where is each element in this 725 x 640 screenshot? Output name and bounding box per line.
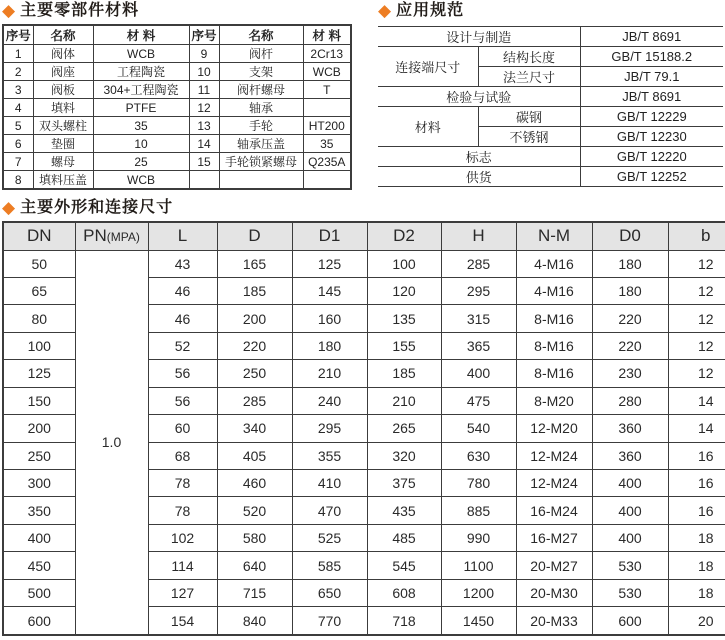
dims-column-header: D	[217, 222, 292, 250]
parts-table-cell: 2Cr13	[303, 45, 351, 63]
parts-table-row	[3, 135, 351, 153]
specs-table-row	[378, 107, 723, 127]
parts-materials-table	[2, 24, 352, 190]
dims-table-cell: 16-M27	[516, 524, 592, 551]
specs-table-cell: 不锈钢	[478, 127, 580, 147]
dims-dn-cell: 125	[3, 360, 75, 387]
parts-column-header: 序号	[189, 25, 219, 45]
dims-table-cell: 154	[148, 607, 217, 635]
specs-table-cell: 结构长度	[478, 47, 580, 67]
dims-table-cell: 585	[292, 552, 367, 579]
dims-table-cell: 540	[441, 415, 516, 442]
dimensions-table	[2, 221, 725, 636]
dims-pn-merged-cell: 1.0	[75, 250, 148, 635]
dims-table-cell: 20-M27	[516, 552, 592, 579]
dims-table-cell: 4-M16	[516, 250, 592, 277]
dims-table-cell: 770	[292, 607, 367, 635]
dims-table-cell: 530	[592, 579, 668, 606]
parts-table-cell: 填料	[33, 99, 93, 117]
dims-table-cell: 20	[668, 607, 725, 635]
dims-table-head	[3, 222, 725, 250]
dims-table-cell: 16	[668, 442, 725, 469]
dims-table-cell: 12-M20	[516, 415, 592, 442]
dims-table-cell: 650	[292, 579, 367, 606]
dims-table-cell: 18	[668, 579, 725, 606]
parts-table-cell: T	[303, 81, 351, 99]
parts-table-cell: 35	[303, 135, 351, 153]
dims-table-cell: 127	[148, 579, 217, 606]
dims-table-cell: 630	[441, 442, 516, 469]
dims-table-cell: 715	[217, 579, 292, 606]
dims-table-cell: 355	[292, 442, 367, 469]
diamond-icon: ◆	[378, 1, 393, 20]
parts-table-head	[3, 25, 351, 45]
specs-table-cell: 材料	[378, 107, 478, 147]
parts-table-cell: 螺母	[33, 153, 93, 171]
dims-table-cell: 435	[367, 497, 441, 524]
dims-table-cell: 8-M16	[516, 332, 592, 359]
parts-table-cell: 1	[3, 45, 33, 63]
dims-header-row	[3, 222, 725, 250]
dims-table-cell: 145	[292, 277, 367, 304]
dims-table-cell: 475	[441, 387, 516, 414]
dims-table-cell: 285	[441, 250, 516, 277]
parts-table-cell: Q235A	[303, 153, 351, 171]
parts-table-cell	[219, 171, 303, 190]
parts-table-row	[3, 117, 351, 135]
dims-table-cell: 16	[668, 470, 725, 497]
dims-table-cell: 185	[367, 360, 441, 387]
specs-table-cell: 法兰尺寸	[478, 67, 580, 87]
dims-dn-cell: 200	[3, 415, 75, 442]
dims-table-cell: 400	[592, 470, 668, 497]
dims-table-cell: 608	[367, 579, 441, 606]
dims-table-cell: 250	[217, 360, 292, 387]
parts-table-body	[3, 45, 351, 190]
application-specs-table	[378, 26, 723, 187]
specs-table-cell: 检验与试验	[378, 87, 580, 107]
dims-column-header: PN(MPA)	[75, 222, 148, 250]
parts-table-cell: 11	[189, 81, 219, 99]
dims-table-cell: 100	[367, 250, 441, 277]
dims-table-cell: 365	[441, 332, 516, 359]
parts-table-cell: HT200	[303, 117, 351, 135]
specs-table-row	[378, 47, 723, 67]
parts-table-cell: 7	[3, 153, 33, 171]
dims-table-cell: 78	[148, 470, 217, 497]
parts-table-cell: 35	[93, 117, 189, 135]
dims-table-cell: 102	[148, 524, 217, 551]
dims-table-cell: 18	[668, 524, 725, 551]
parts-table-cell: WCB	[93, 45, 189, 63]
dims-table-cell: 485	[367, 524, 441, 551]
dims-table-cell: 210	[367, 387, 441, 414]
dims-dn-cell: 400	[3, 524, 75, 551]
dims-table-cell: 16-M24	[516, 497, 592, 524]
dims-table-cell: 180	[592, 250, 668, 277]
diamond-icon: ◆	[2, 1, 17, 20]
specs-table-row	[378, 147, 723, 167]
specs-table-cell: 碳钢	[478, 107, 580, 127]
parts-header-row	[3, 25, 351, 45]
dims-table-cell: 52	[148, 332, 217, 359]
dims-table-cell: 8-M16	[516, 360, 592, 387]
parts-table-cell: WCB	[303, 63, 351, 81]
dims-table-cell: 12	[668, 277, 725, 304]
dims-title-text: 主要外形和连接尺寸	[20, 198, 174, 216]
parts-table-cell: 轴承压盖	[219, 135, 303, 153]
parts-table-row	[3, 153, 351, 171]
dims-table-cell: 580	[217, 524, 292, 551]
dims-table-cell: 180	[592, 277, 668, 304]
parts-table-cell: 双头螺柱	[33, 117, 93, 135]
specs-table-body	[378, 27, 723, 187]
dims-table-cell: 1100	[441, 552, 516, 579]
dims-table-cell: 185	[217, 277, 292, 304]
parts-table-cell: 9	[189, 45, 219, 63]
specs-table-cell: GB/T 12229	[580, 107, 723, 127]
parts-table-cell: 15	[189, 153, 219, 171]
parts-table-cell: 支架	[219, 63, 303, 81]
parts-table-cell: 阀板	[33, 81, 93, 99]
specs-table-cell: GB/T 15188.2	[580, 47, 723, 67]
parts-table-cell: 4	[3, 99, 33, 117]
dimensions-section	[2, 199, 723, 636]
specs-table-cell: GB/T 12220	[580, 147, 723, 167]
dims-table-cell: 295	[441, 277, 516, 304]
parts-table-cell: 阀座	[33, 63, 93, 81]
parts-table-cell: 阀体	[33, 45, 93, 63]
dims-table-cell: 12	[668, 360, 725, 387]
dims-table-cell: 14	[668, 415, 725, 442]
dims-table-cell: 12	[668, 332, 725, 359]
dims-table-cell: 470	[292, 497, 367, 524]
dims-table-cell: 200	[217, 305, 292, 332]
dims-table-cell: 165	[217, 250, 292, 277]
parts-table-cell: 13	[189, 117, 219, 135]
dims-table-cell: 375	[367, 470, 441, 497]
dims-table-cell: 68	[148, 442, 217, 469]
dims-table-row	[3, 250, 725, 277]
parts-table-row	[3, 63, 351, 81]
dims-table-cell: 460	[217, 470, 292, 497]
parts-table-row	[3, 81, 351, 99]
parts-table-row	[3, 171, 351, 190]
dims-table-cell: 18	[668, 552, 725, 579]
dims-table-cell: 220	[592, 305, 668, 332]
dims-column-header: D1	[292, 222, 367, 250]
parts-table-cell	[303, 171, 351, 190]
dims-table-cell: 545	[367, 552, 441, 579]
dims-dn-cell: 500	[3, 579, 75, 606]
specs-section-title	[378, 2, 723, 19]
dims-table-cell: 530	[592, 552, 668, 579]
dims-dn-cell: 450	[3, 552, 75, 579]
dims-column-header: b	[668, 222, 725, 250]
dims-table-cell: 155	[367, 332, 441, 359]
parts-table-cell: 8	[3, 171, 33, 190]
dims-table-cell: 120	[367, 277, 441, 304]
dims-table-cell: 210	[292, 360, 367, 387]
dims-table-cell: 56	[148, 387, 217, 414]
specs-table-cell: JB/T 79.1	[580, 67, 723, 87]
dims-column-header: N-M	[516, 222, 592, 250]
specs-table-cell: GB/T 12252	[580, 167, 723, 187]
dims-table-cell: 43	[148, 250, 217, 277]
dims-table-cell: 230	[592, 360, 668, 387]
parts-table-cell: 10	[93, 135, 189, 153]
dims-table-cell: 295	[292, 415, 367, 442]
parts-column-header: 名称	[219, 25, 303, 45]
dims-table-cell: 12	[668, 305, 725, 332]
parts-table-row	[3, 45, 351, 63]
dims-table-cell: 60	[148, 415, 217, 442]
dims-table-cell: 78	[148, 497, 217, 524]
parts-table-cell	[303, 99, 351, 117]
specs-table-cell: 供货	[378, 167, 580, 187]
dims-table-cell: 360	[592, 415, 668, 442]
parts-table-cell: 阀杆螺母	[219, 81, 303, 99]
dims-table-cell: 265	[367, 415, 441, 442]
dims-table-cell: 410	[292, 470, 367, 497]
specs-table-cell: GB/T 12230	[580, 127, 723, 147]
parts-table-cell: 304+工程陶瓷	[93, 81, 189, 99]
dims-table-cell: 885	[441, 497, 516, 524]
dims-table-cell: 1200	[441, 579, 516, 606]
dims-dn-cell: 250	[3, 442, 75, 469]
parts-table-cell: 12	[189, 99, 219, 117]
dims-table-cell: 16	[668, 497, 725, 524]
parts-table-cell: 25	[93, 153, 189, 171]
application-specs-section	[378, 2, 723, 187]
dims-table-cell: 160	[292, 305, 367, 332]
dims-table-cell: 360	[592, 442, 668, 469]
parts-table-row	[3, 99, 351, 117]
parts-column-header: 序号	[3, 25, 33, 45]
dims-table-cell: 240	[292, 387, 367, 414]
parts-table-cell: 手轮	[219, 117, 303, 135]
specs-table-cell: 设计与制造	[378, 27, 580, 47]
dims-table-cell: 220	[592, 332, 668, 359]
parts-column-header: 名称	[33, 25, 93, 45]
dims-table-cell: 4-M16	[516, 277, 592, 304]
dims-dn-cell: 150	[3, 387, 75, 414]
dims-table-cell: 520	[217, 497, 292, 524]
parts-table-cell: 工程陶瓷	[93, 63, 189, 81]
parts-title-text: 主要零部件材料	[20, 1, 140, 19]
parts-table-cell: 手轮锁紧螺母	[219, 153, 303, 171]
dims-table-cell: 220	[217, 332, 292, 359]
dims-column-header: L	[148, 222, 217, 250]
dims-table-cell: 14	[668, 387, 725, 414]
specs-table-cell: JB/T 8691	[580, 87, 723, 107]
parts-table-cell: 垫圈	[33, 135, 93, 153]
dims-table-cell: 12-M24	[516, 470, 592, 497]
parts-table-cell: WCB	[93, 171, 189, 190]
dims-table-cell: 12	[668, 250, 725, 277]
specs-table-row	[378, 167, 723, 187]
dims-table-cell: 20-M30	[516, 579, 592, 606]
dims-dn-cell: 80	[3, 305, 75, 332]
dims-table-cell: 8-M16	[516, 305, 592, 332]
parts-table-cell: 14	[189, 135, 219, 153]
dims-table-cell: 400	[592, 524, 668, 551]
dims-dn-cell: 300	[3, 470, 75, 497]
dims-table-cell: 20-M33	[516, 607, 592, 635]
specs-table-row	[378, 87, 723, 107]
dims-table-cell: 180	[292, 332, 367, 359]
dims-table-body	[3, 250, 725, 635]
dims-table-cell: 400	[592, 497, 668, 524]
dims-table-cell: 640	[217, 552, 292, 579]
dims-column-header: DN	[3, 222, 75, 250]
specs-title-text: 应用规范	[396, 1, 465, 19]
parts-table-cell: 填料压盖	[33, 171, 93, 190]
dims-table-cell: 600	[592, 607, 668, 635]
dims-table-cell: 280	[592, 387, 668, 414]
parts-column-header: 材 料	[93, 25, 189, 45]
dims-table-cell: 8-M20	[516, 387, 592, 414]
parts-table-cell: PTFE	[93, 99, 189, 117]
parts-table-cell: 3	[3, 81, 33, 99]
specs-table-cell: 标志	[378, 147, 580, 167]
dims-table-cell: 125	[292, 250, 367, 277]
dims-table-cell: 718	[367, 607, 441, 635]
dims-column-header: H	[441, 222, 516, 250]
dims-table-cell: 340	[217, 415, 292, 442]
parts-materials-section	[2, 2, 352, 190]
specs-table-cell: JB/T 8691	[580, 27, 723, 47]
parts-table-cell: 10	[189, 63, 219, 81]
dims-table-cell: 56	[148, 360, 217, 387]
dims-dn-cell: 50	[3, 250, 75, 277]
diamond-icon: ◆	[2, 198, 17, 217]
dims-table-cell: 405	[217, 442, 292, 469]
parts-table-cell: 轴承	[219, 99, 303, 117]
parts-table-cell: 阀杆	[219, 45, 303, 63]
dims-table-cell: 400	[441, 360, 516, 387]
dims-table-cell: 46	[148, 277, 217, 304]
dims-section-title	[2, 199, 723, 216]
dims-dn-cell: 600	[3, 607, 75, 635]
dims-table-cell: 12-M24	[516, 442, 592, 469]
dims-table-cell: 135	[367, 305, 441, 332]
dims-column-header: D2	[367, 222, 441, 250]
specs-table-row	[378, 27, 723, 47]
dims-table-cell: 990	[441, 524, 516, 551]
parts-table-cell: 2	[3, 63, 33, 81]
dims-table-cell: 1450	[441, 607, 516, 635]
dims-table-cell: 114	[148, 552, 217, 579]
dims-dn-cell: 65	[3, 277, 75, 304]
parts-section-title	[2, 2, 352, 19]
dims-table-cell: 525	[292, 524, 367, 551]
dims-table-cell: 320	[367, 442, 441, 469]
parts-table-cell	[189, 171, 219, 190]
dims-table-cell: 315	[441, 305, 516, 332]
parts-table-cell: 5	[3, 117, 33, 135]
dims-table-cell: 46	[148, 305, 217, 332]
dims-table-cell: 840	[217, 607, 292, 635]
dims-dn-cell: 100	[3, 332, 75, 359]
parts-table-cell: 6	[3, 135, 33, 153]
dims-column-header: D0	[592, 222, 668, 250]
parts-column-header: 材 料	[303, 25, 351, 45]
dims-dn-cell: 350	[3, 497, 75, 524]
dims-table-cell: 285	[217, 387, 292, 414]
specs-table-cell: 连接端尺寸	[378, 47, 478, 87]
dims-table-cell: 780	[441, 470, 516, 497]
